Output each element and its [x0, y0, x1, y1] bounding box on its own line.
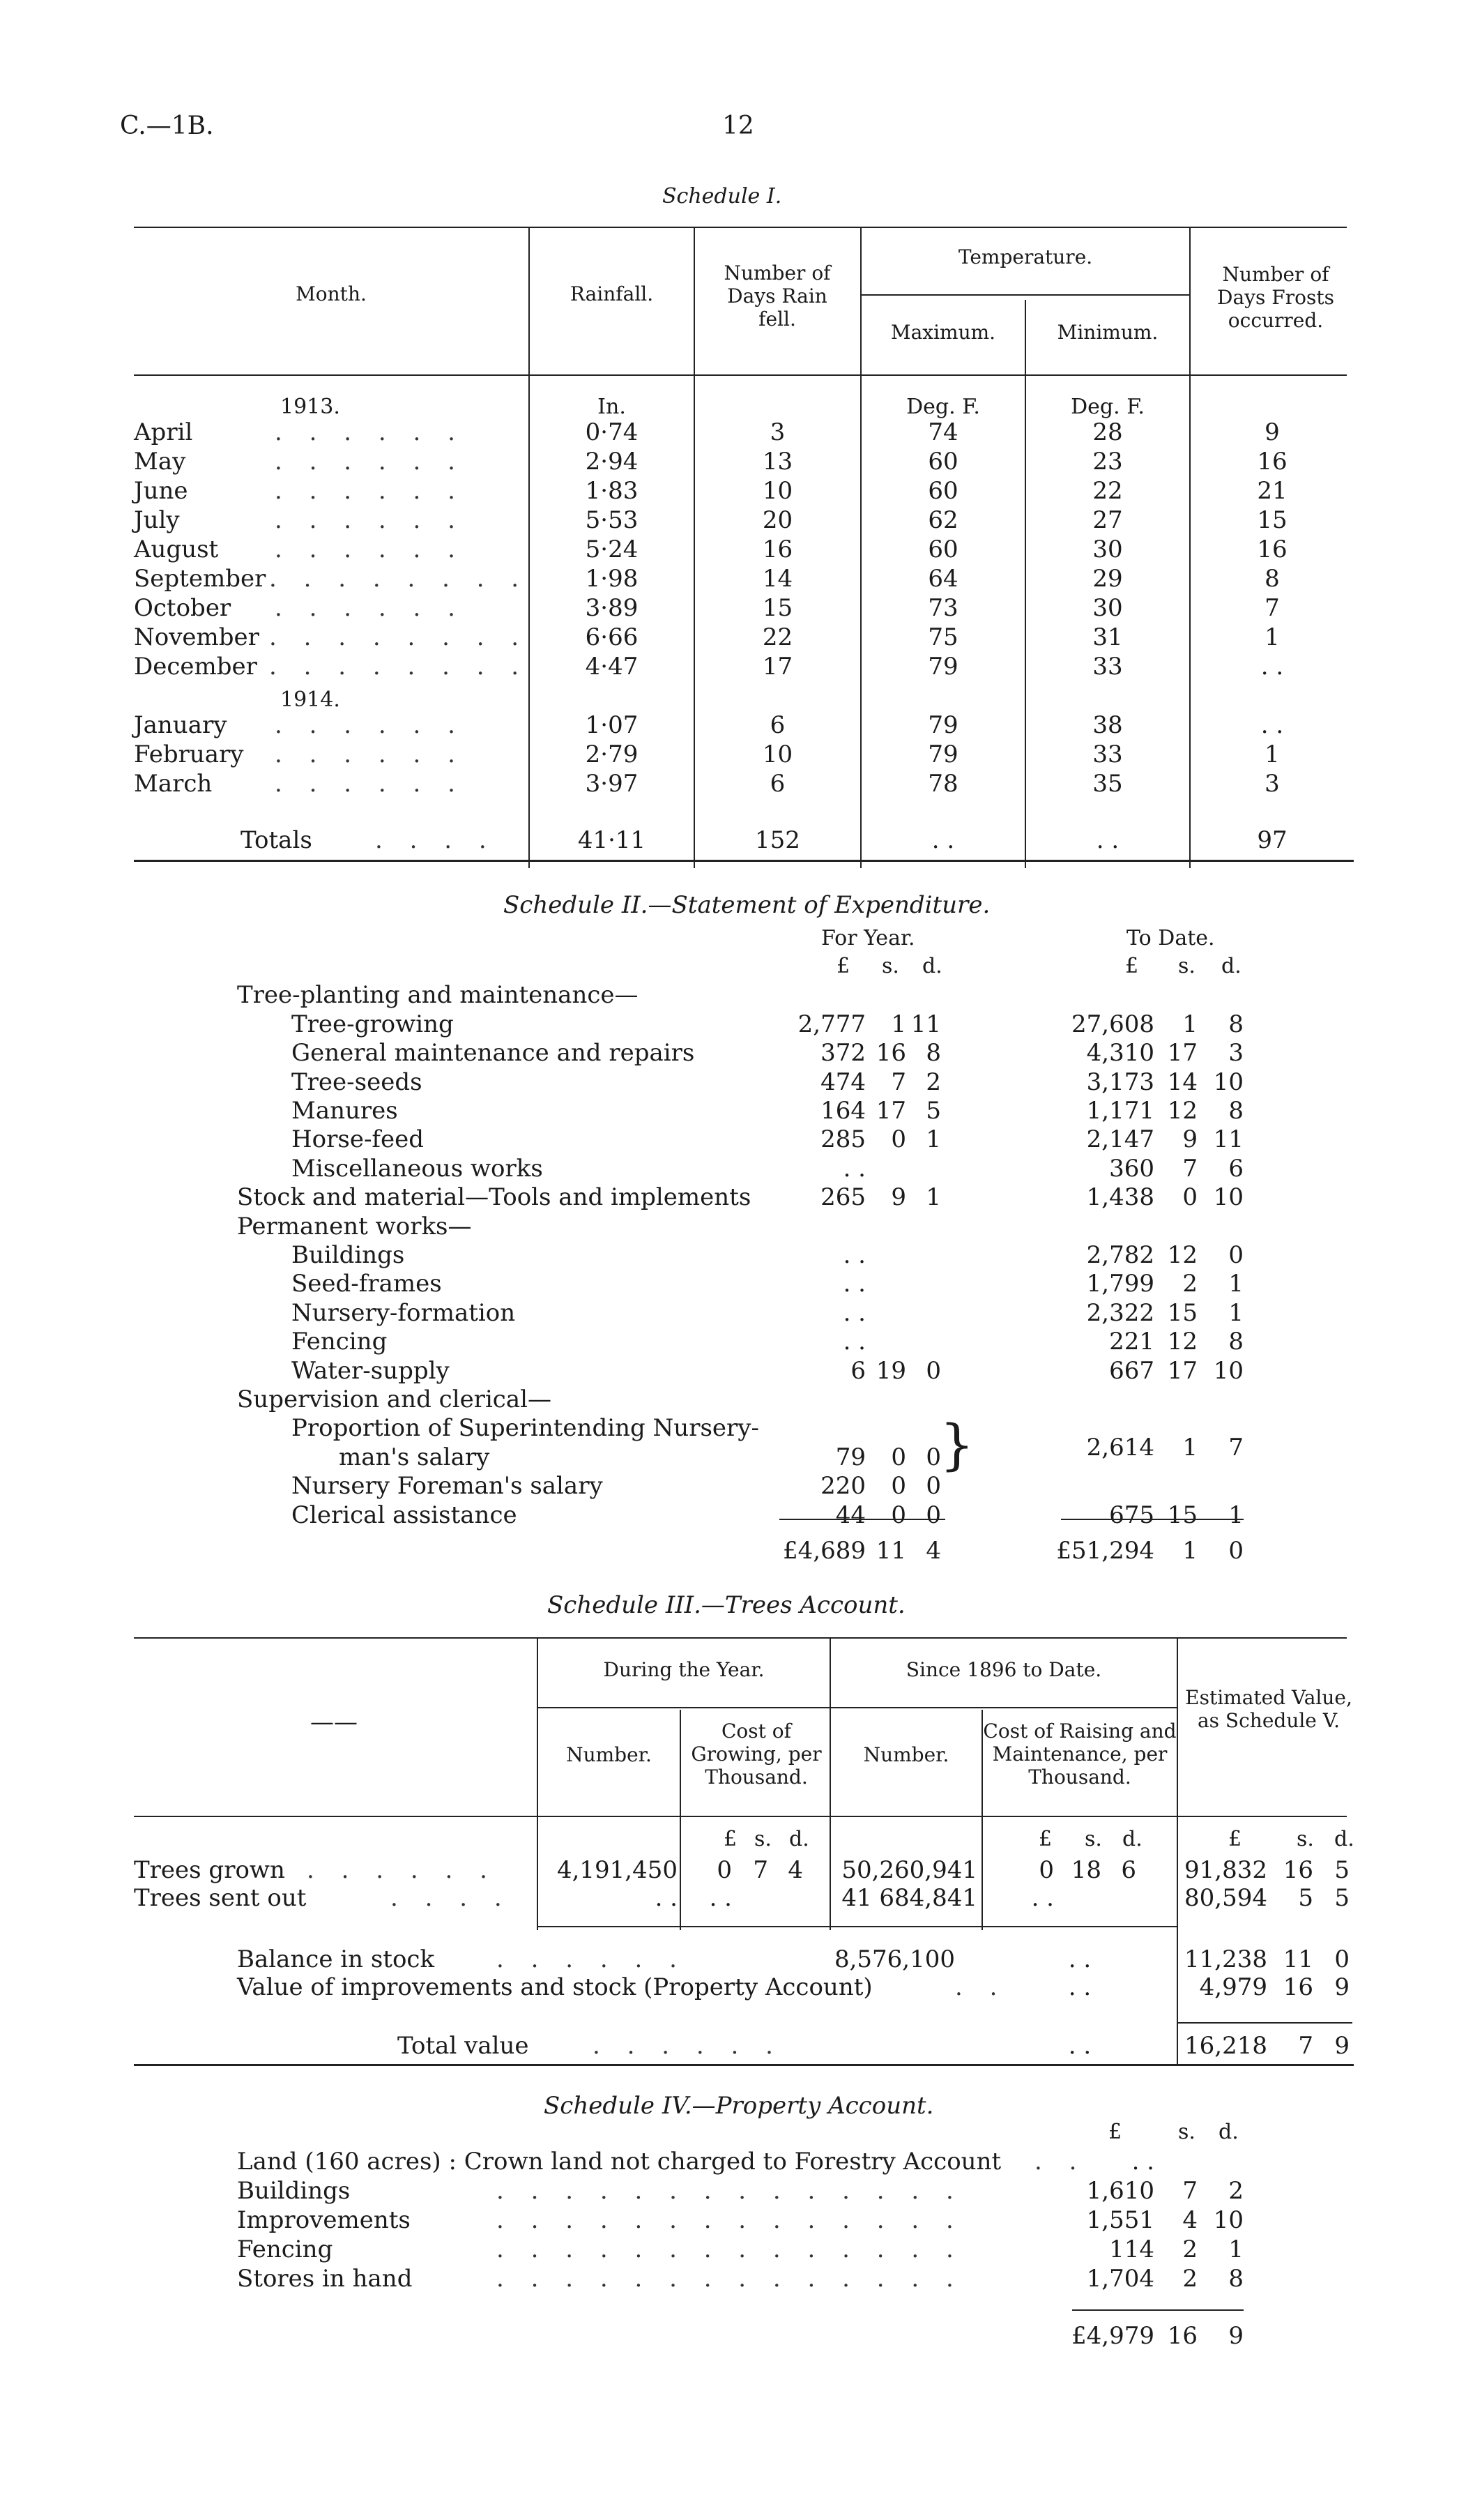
improvements-value-shillings: 16 [1283, 1973, 1313, 2001]
rainfall-unit: In. [597, 395, 626, 419]
balance-value-pounds: 11,238 [1184, 1945, 1267, 1973]
month-label: February [134, 741, 244, 768]
days-rain-cell: 13 [762, 448, 793, 476]
date-pence: 11 [1213, 1125, 1244, 1154]
year-1913: 1913. [280, 395, 340, 419]
bracket-date-pence: 7 [1228, 1434, 1244, 1462]
balance-since-number: 8,576,100 [834, 1945, 955, 1973]
days-rain-cell: 6 [770, 770, 786, 798]
year-shillings: 0 [891, 1125, 906, 1154]
date-pence: 10 [1213, 1183, 1244, 1212]
date-shillings: 17 [1167, 1039, 1198, 1068]
date-pence: 1 [1228, 1298, 1244, 1327]
since-number-header: Number. [863, 1743, 949, 1766]
property-total-shillings: 16 [1167, 2322, 1198, 2350]
cost-raising-header: Cost of Raising and Maintenance, per Thousand. [983, 1720, 1177, 1789]
month-label: September [134, 565, 266, 593]
expenditure-label: Tree-seeds [291, 1068, 422, 1096]
date-pence: 0 [1228, 1241, 1244, 1269]
date-pounds: 2,322 [1086, 1298, 1154, 1327]
since-1896-header: Since 1896 to Date. [906, 1658, 1102, 1681]
year-shillings: 9 [891, 1183, 906, 1212]
schedule-2-title: Schedule II.—Statement of Expenditure. [503, 891, 991, 919]
year-pence: 1 [926, 1183, 941, 1212]
value-shilling-sign: s. [1297, 1827, 1314, 1851]
page-ref: C.—1B. [120, 112, 214, 140]
balance-value-shillings: 11 [1283, 1945, 1313, 1973]
schedule-1-title: Schedule I. [662, 184, 782, 208]
expenditure-label: Manures [291, 1097, 398, 1125]
month-label: October [134, 594, 231, 622]
expenditure-label: Clerical assistance [291, 1501, 517, 1529]
frosts-cell: 16 [1257, 448, 1288, 476]
date-shillings: 15 [1167, 1298, 1198, 1327]
date-shillings: 1 [1182, 1010, 1198, 1038]
totals-label: Totals [240, 826, 312, 854]
min-temp-cell: 29 [1092, 565, 1123, 593]
total-year-shillings: 11 [876, 1537, 906, 1565]
col-maximum-header: Maximum. [890, 321, 996, 344]
frosts-cell: 7 [1265, 594, 1280, 622]
property-pence: 8 [1228, 2265, 1244, 2293]
trees-row-label: Trees sent out [134, 1884, 307, 1912]
date-pounds: 4,310 [1086, 1039, 1154, 1068]
year-pence-sign: d. [922, 954, 942, 978]
max-temp-cell: 79 [928, 653, 958, 681]
date-shillings: 15 [1167, 1501, 1198, 1529]
month-label: March [134, 770, 213, 798]
expenditure-label: man's salary [339, 1443, 490, 1471]
days-rain-cell: 17 [762, 653, 793, 681]
frosts-cell: 8 [1265, 565, 1280, 593]
month-label: April [134, 418, 193, 446]
frosts-cell: 1 [1265, 741, 1280, 768]
min-temp-cell: 35 [1092, 770, 1123, 798]
month-label: November [134, 623, 259, 651]
balance-value-pence: 0 [1334, 1945, 1350, 1973]
expenditure-label: Water-supply [291, 1356, 450, 1385]
date-pence: 1 [1228, 1501, 1244, 1529]
date-pounds: 1,171 [1086, 1097, 1154, 1125]
rainfall-cell: 1·98 [585, 565, 639, 593]
days-rain-cell: 3 [770, 418, 786, 446]
number-header: Number. [566, 1743, 652, 1766]
trees-row-label: Trees grown [134, 1856, 285, 1884]
date-pounds: 221 [1109, 1328, 1154, 1356]
cost-pounds: 0 [717, 1856, 732, 1884]
min-temp-cell: 31 [1092, 623, 1123, 651]
year-pence: 0 [926, 1356, 941, 1385]
month-label: August [134, 536, 219, 563]
expenditure-label: Horse-feed [291, 1125, 425, 1154]
days-rain-cell: 14 [762, 565, 793, 593]
property-pounds: 1,610 [1086, 2177, 1154, 2205]
prop-pence-sign: d. [1219, 2120, 1239, 2144]
value-pence-sign: d. [1334, 1827, 1354, 1851]
date-pence: 10 [1213, 1068, 1244, 1096]
property-pounds: 1,551 [1086, 2206, 1154, 2234]
value-pounds: 80,594 [1184, 1884, 1267, 1912]
schedule-4-title: Schedule IV.—Property Account. [544, 2092, 934, 2120]
balance-since-cost: . . [1068, 1945, 1092, 1973]
expenditure-label: Nursery-formation [291, 1298, 516, 1327]
year-pence: 5 [926, 1097, 941, 1125]
since-cost-pounds: 0 [1039, 1856, 1054, 1884]
since-number: 41 684,841 [841, 1884, 977, 1912]
total-value-pence: 9 [1334, 2032, 1350, 2060]
expenditure-label: General maintenance and repairs [291, 1039, 695, 1068]
year-pence: 2 [926, 1068, 941, 1096]
improvements-label: Value of improvements and stock (Property Account) [237, 1973, 873, 2001]
expenditure-label: Fencing [291, 1328, 388, 1356]
max-temp-cell: 60 [928, 477, 958, 505]
frosts-cell: 15 [1257, 506, 1288, 534]
date-pence: 1 [1228, 1270, 1244, 1298]
max-temp-cell: 60 [928, 536, 958, 563]
month-label: January [134, 711, 227, 739]
total-value-pounds: 16,218 [1184, 2032, 1267, 2060]
year-pence: 8 [926, 1039, 941, 1068]
total-value-label: Total value [397, 2032, 529, 2060]
date-shillings: 0 [1182, 1183, 1198, 1212]
date-pounds: 27,608 [1071, 1010, 1154, 1038]
year-pounds: 6 [850, 1356, 866, 1385]
total-value-shillings: 7 [1298, 2032, 1313, 2060]
year-shillings: 19 [876, 1356, 906, 1385]
max-temp-cell: 62 [928, 506, 958, 534]
date-shillings: 2 [1182, 1270, 1198, 1298]
max-temp-cell: 75 [928, 623, 958, 651]
year-pounds: 2,777 [797, 1010, 866, 1038]
total-min: . . [1096, 826, 1120, 854]
year-pence: 0 [926, 1443, 941, 1471]
col-month-header: Month. [296, 282, 367, 305]
total-date-shillings: 1 [1182, 1537, 1198, 1565]
month-label: June [134, 477, 188, 505]
property-shillings: 7 [1182, 2177, 1198, 2205]
month-label: December [134, 653, 257, 681]
since-cost-pounds: . . [1031, 1884, 1054, 1912]
date-pence: 3 [1228, 1039, 1244, 1068]
balance-label: Balance in stock [237, 1945, 435, 1973]
property-pounds: . . [1131, 2148, 1154, 2176]
expenditure-label: Tree-planting and maintenance— [237, 981, 639, 1010]
days-rain-cell: 6 [770, 711, 786, 739]
year-pence: 0 [926, 1501, 941, 1529]
date-pounds: 1,438 [1086, 1183, 1154, 1212]
date-shillings: 17 [1167, 1356, 1198, 1385]
cost-growing-header: Cost of Growing, per Thousand. [691, 1720, 822, 1789]
year-shillings: 17 [876, 1097, 906, 1125]
rainfall-cell: 6·66 [585, 623, 639, 651]
rainfall-cell: 1·83 [585, 477, 639, 505]
date-pence: 10 [1213, 1356, 1244, 1385]
year-pence: 11 [910, 1010, 941, 1038]
min-unit: Deg. F. [1071, 395, 1145, 419]
year-pounds: 79 [835, 1443, 866, 1471]
year-pounds: 164 [820, 1097, 866, 1125]
total-since-cost: . . [1068, 2032, 1092, 2060]
date-pound-sign: £ [1125, 954, 1139, 978]
expenditure-label: Stock and material—Tools and implements [237, 1183, 751, 1212]
property-pence: 2 [1228, 2177, 1244, 2205]
property-shillings: 2 [1182, 2236, 1198, 2263]
date-pounds: 3,173 [1086, 1068, 1154, 1096]
year-pounds: 372 [820, 1039, 866, 1068]
days-rain-cell: 22 [762, 623, 793, 651]
year-pounds: . . [843, 1270, 866, 1298]
date-pounds: 360 [1109, 1154, 1154, 1183]
date-shillings: 12 [1167, 1241, 1198, 1269]
min-temp-cell: 38 [1092, 711, 1123, 739]
estimated-value-header: Estimated Value, as Schedule V. [1185, 1686, 1352, 1732]
date-pounds: 2,782 [1086, 1241, 1154, 1269]
date-shillings: 12 [1167, 1097, 1198, 1125]
max-temp-cell: 78 [928, 770, 958, 798]
max-temp-cell: 79 [928, 741, 958, 768]
max-temp-cell: 64 [928, 565, 958, 593]
value-pence: 5 [1334, 1856, 1350, 1884]
days-rain-cell: 15 [762, 594, 793, 622]
year-pound-sign: £ [837, 954, 850, 978]
property-label: Improvements [237, 2206, 411, 2234]
min-temp-cell: 28 [1092, 418, 1123, 446]
property-label: Land (160 acres) : Crown land not charged to Forestry Account [237, 2148, 1002, 2176]
date-shilling-sign: s. [1178, 954, 1195, 978]
year-pounds: . . [843, 1154, 866, 1183]
col-minimum-header: Minimum. [1057, 321, 1159, 344]
expenditure-label: Miscellaneous works [291, 1154, 543, 1183]
property-total-pounds: £4,979 [1071, 2322, 1154, 2350]
page-number: 12 [722, 112, 754, 140]
cost-pounds: . . [709, 1884, 732, 1912]
property-label: Stores in hand [237, 2265, 413, 2293]
total-frosts: 97 [1257, 826, 1288, 854]
improvements-value-pounds: 4,979 [1199, 1973, 1267, 2001]
date-shillings: 12 [1167, 1328, 1198, 1356]
year-shillings: 0 [891, 1501, 906, 1529]
rainfall-cell: 1·07 [585, 711, 639, 739]
improvements-since-cost: . . [1068, 1973, 1092, 2001]
value-pence: 5 [1334, 1884, 1350, 1912]
total-date-pence: 0 [1228, 1537, 1244, 1565]
raise-pound-sign: £ [1039, 1827, 1053, 1851]
value-pound-sign: £ [1228, 1827, 1242, 1851]
max-temp-cell: 74 [928, 418, 958, 446]
raise-pence-sign: d. [1122, 1827, 1143, 1851]
expenditure-label: Nursery Foreman's salary [291, 1472, 603, 1501]
rainfall-cell: 0·74 [585, 418, 639, 446]
frosts-cell: 3 [1265, 770, 1280, 798]
date-pounds: 667 [1109, 1356, 1154, 1385]
year-shillings: 0 [891, 1443, 906, 1471]
bracket-date-pounds: 2,614 [1086, 1434, 1154, 1462]
days-rain-cell: 16 [762, 536, 793, 563]
year-pounds: . . [843, 1298, 866, 1327]
cost-pence-sign: d. [789, 1827, 809, 1851]
year-pounds: 474 [820, 1068, 866, 1096]
property-pounds: 114 [1109, 2236, 1154, 2263]
max-temp-cell: 79 [928, 711, 958, 739]
date-pounds: 675 [1109, 1501, 1154, 1529]
rainfall-cell: 2·79 [585, 741, 639, 768]
expenditure-label: Supervision and clerical— [237, 1386, 551, 1413]
date-pence: 8 [1228, 1010, 1244, 1038]
days-rain-cell: 10 [762, 477, 793, 505]
year-pence: 1 [926, 1125, 941, 1154]
col-days-rain-header: Number of Days Rain fell. [724, 261, 831, 331]
max-unit: Deg. F. [906, 395, 980, 419]
prop-pound-sign: £ [1108, 2120, 1122, 2144]
during-year-header: During the Year. [603, 1658, 765, 1681]
year-pounds: 265 [820, 1183, 866, 1212]
schedule-3-title: Schedule III.—Trees Account. [547, 1591, 906, 1619]
days-rain-cell: 20 [762, 506, 793, 534]
year-pounds: 44 [835, 1501, 866, 1529]
total-year-pence: 4 [926, 1537, 941, 1565]
min-temp-cell: 30 [1092, 594, 1123, 622]
trees-number: . . [655, 1884, 678, 1912]
min-temp-cell: 33 [1092, 741, 1123, 768]
date-shillings: 14 [1167, 1068, 1198, 1096]
cost-shilling-sign: s. [754, 1827, 772, 1851]
frosts-cell: . . [1260, 711, 1284, 739]
days-rain-cell: 10 [762, 741, 793, 768]
rainfall-cell: 2·94 [585, 448, 639, 476]
date-pence: 8 [1228, 1097, 1244, 1125]
property-pounds: 1,704 [1086, 2265, 1154, 2293]
value-shillings: 5 [1298, 1884, 1313, 1912]
col-frosts-header: Number of Days Frosts occurred. [1217, 263, 1334, 332]
frosts-cell: 9 [1265, 418, 1280, 446]
expenditure-label: Proportion of Superintending Nursery- [291, 1414, 759, 1443]
rainfall-cell: 5·53 [585, 506, 639, 534]
to-date-header: To Date. [1126, 926, 1215, 950]
year-shillings: 0 [891, 1472, 906, 1501]
year-shillings: 16 [876, 1039, 906, 1068]
frosts-cell: 1 [1265, 623, 1280, 651]
max-temp-cell: 73 [928, 594, 958, 622]
raise-shilling-sign: s. [1085, 1827, 1102, 1851]
min-temp-cell: 22 [1092, 477, 1123, 505]
date-pounds: 1,799 [1086, 1270, 1154, 1298]
property-shillings: 4 [1182, 2206, 1198, 2234]
total-date-pounds: £51,294 [1056, 1537, 1154, 1565]
for-year-header: For Year. [821, 926, 915, 950]
year-shillings: 7 [891, 1068, 906, 1096]
rainfall-cell: 4·47 [585, 653, 639, 681]
year-1914: 1914. [280, 688, 340, 712]
property-pence: 10 [1213, 2206, 1244, 2234]
blank-header-dash: —— [310, 1708, 358, 1736]
property-shillings: 2 [1182, 2265, 1198, 2293]
rainfall-cell: 5·24 [585, 536, 639, 563]
col-temperature-header: Temperature. [958, 245, 1093, 268]
year-pence: 0 [926, 1472, 941, 1501]
frosts-cell: 21 [1257, 477, 1288, 505]
since-number: 50,260,941 [841, 1856, 977, 1884]
year-pounds: 285 [820, 1125, 866, 1154]
max-temp-cell: 60 [928, 448, 958, 476]
expenditure-label: Permanent works— [237, 1212, 472, 1240]
date-shillings: 7 [1182, 1154, 1198, 1183]
year-shillings: 1 [891, 1010, 906, 1038]
date-pence-sign: d. [1221, 954, 1242, 978]
expenditure-label: Seed-frames [291, 1270, 442, 1298]
expenditure-label: Buildings [291, 1241, 405, 1269]
since-cost-shillings: 18 [1071, 1856, 1101, 1884]
month-label: July [134, 506, 180, 534]
frosts-cell: 16 [1257, 536, 1288, 563]
cost-pence: 4 [788, 1856, 803, 1884]
date-pence: 6 [1228, 1154, 1244, 1183]
total-rainfall: 41·11 [577, 826, 646, 854]
value-pounds: 91,832 [1184, 1856, 1267, 1884]
year-pounds: . . [843, 1241, 866, 1269]
value-shillings: 16 [1283, 1856, 1313, 1884]
property-label: Buildings [237, 2177, 351, 2205]
expenditure-label: Tree-growing [291, 1010, 454, 1038]
total-year-pounds: £4,689 [783, 1537, 866, 1565]
year-shilling-sign: s. [882, 954, 899, 978]
total-max: . . [931, 826, 955, 854]
improvements-value-pence: 9 [1334, 1973, 1350, 2001]
col-rainfall-header: Rainfall. [570, 282, 654, 305]
bracket-date-shillings: 1 [1182, 1434, 1198, 1462]
year-pounds: 220 [820, 1472, 866, 1501]
property-total-pence: 9 [1228, 2322, 1244, 2350]
frosts-cell: . . [1260, 653, 1284, 681]
min-temp-cell: 30 [1092, 536, 1123, 563]
trees-number: 4,191,450 [556, 1856, 678, 1884]
prop-shilling-sign: s. [1178, 2120, 1195, 2144]
property-label: Fencing [237, 2236, 333, 2263]
min-temp-cell: 33 [1092, 653, 1123, 681]
date-pounds: 2,147 [1086, 1125, 1154, 1154]
min-temp-cell: 27 [1092, 506, 1123, 534]
date-shillings: 9 [1182, 1125, 1198, 1154]
month-label: May [134, 448, 186, 476]
rainfall-cell: 3·97 [585, 770, 639, 798]
min-temp-cell: 23 [1092, 448, 1123, 476]
year-pounds: . . [843, 1328, 866, 1356]
rainfall-cell: 3·89 [585, 594, 639, 622]
since-cost-pence: 6 [1121, 1856, 1136, 1884]
cost-shillings: 7 [753, 1856, 768, 1884]
cost-pound-sign: £ [724, 1827, 738, 1851]
property-pence: 1 [1228, 2236, 1244, 2263]
date-pence: 8 [1228, 1328, 1244, 1356]
total-days-rain: 152 [755, 826, 800, 854]
